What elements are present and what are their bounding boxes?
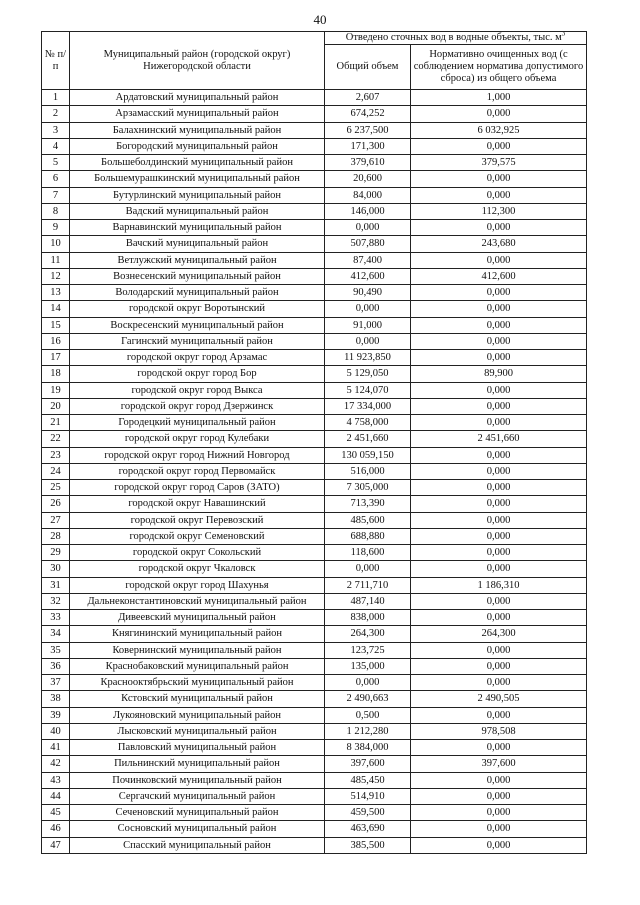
row-district: городской округ город Нижний Новгород (70, 447, 325, 463)
row-district: Лукояновский муниципальный район (70, 707, 325, 723)
row-treated-volume: 0,000 (411, 447, 587, 463)
row-total-volume: 459,500 (325, 805, 411, 821)
row-total-volume: 516,000 (325, 463, 411, 479)
row-district: Павловский муниципальный район (70, 740, 325, 756)
row-number: 21 (42, 415, 70, 431)
row-number: 38 (42, 691, 70, 707)
row-treated-volume: 0,000 (411, 658, 587, 674)
row-treated-volume: 0,000 (411, 528, 587, 544)
row-number: 33 (42, 610, 70, 626)
table-row (42, 155, 587, 171)
row-total-volume: 5 129,050 (325, 366, 411, 382)
row-treated-volume: 0,000 (411, 398, 587, 414)
row-total-volume: 485,450 (325, 772, 411, 788)
table-row (42, 723, 587, 739)
row-total-volume: 87,400 (325, 252, 411, 268)
row-total-volume: 379,610 (325, 155, 411, 171)
row-treated-volume: 0,000 (411, 317, 587, 333)
row-number: 8 (42, 203, 70, 219)
row-number: 16 (42, 333, 70, 349)
row-total-volume: 123,725 (325, 642, 411, 658)
row-treated-volume: 379,575 (411, 155, 587, 171)
row-total-volume: 90,490 (325, 285, 411, 301)
row-number: 3 (42, 122, 70, 138)
row-district: городской округ город Кулебаки (70, 431, 325, 447)
table-row (42, 707, 587, 723)
table-row (42, 675, 587, 691)
row-total-volume: 2 451,660 (325, 431, 411, 447)
row-number: 5 (42, 155, 70, 171)
table-row (42, 463, 587, 479)
table-row (42, 545, 587, 561)
row-number: 1 (42, 90, 70, 106)
table-row (42, 561, 587, 577)
table-row (42, 788, 587, 804)
table-row (42, 577, 587, 593)
table-row (42, 220, 587, 236)
table-row (42, 187, 587, 203)
row-number: 35 (42, 642, 70, 658)
row-total-volume: 11 923,850 (325, 350, 411, 366)
row-number: 32 (42, 593, 70, 609)
row-total-volume: 412,600 (325, 268, 411, 284)
row-total-volume: 7 305,000 (325, 480, 411, 496)
table-header (42, 32, 587, 90)
row-treated-volume: 0,000 (411, 301, 587, 317)
row-number: 36 (42, 658, 70, 674)
row-total-volume: 17 334,000 (325, 398, 411, 414)
row-number: 40 (42, 723, 70, 739)
row-total-volume: 514,910 (325, 788, 411, 804)
table-row (42, 285, 587, 301)
row-number: 30 (42, 561, 70, 577)
row-number: 31 (42, 577, 70, 593)
row-total-volume: 6 237,500 (325, 122, 411, 138)
row-district: Сеченовский муниципальный район (70, 805, 325, 821)
table-body (42, 90, 587, 854)
row-number: 20 (42, 398, 70, 414)
row-district: городской округ Чкаловск (70, 561, 325, 577)
row-treated-volume: 0,000 (411, 138, 587, 154)
table-row (42, 740, 587, 756)
row-total-volume: 0,000 (325, 220, 411, 236)
row-district: Володарский муниципальный район (70, 285, 325, 301)
table-row (42, 496, 587, 512)
row-total-volume: 0,000 (325, 675, 411, 691)
table-row (42, 772, 587, 788)
row-district: Княгининский муниципальный район (70, 626, 325, 642)
row-district: Городецкий муниципальный район (70, 415, 325, 431)
row-treated-volume: 0,000 (411, 837, 587, 853)
row-total-volume: 135,000 (325, 658, 411, 674)
row-district: городской округ город Бор (70, 366, 325, 382)
table-row (42, 431, 587, 447)
row-treated-volume: 0,000 (411, 805, 587, 821)
row-treated-volume: 0,000 (411, 512, 587, 528)
row-total-volume: 171,300 (325, 138, 411, 154)
row-total-volume: 674,252 (325, 106, 411, 122)
row-number: 45 (42, 805, 70, 821)
row-treated-volume: 0,000 (411, 220, 587, 236)
row-district: городской округ город Саров (ЗАТО) (70, 480, 325, 496)
row-treated-volume: 0,000 (411, 675, 587, 691)
table-row (42, 90, 587, 106)
row-total-volume: 91,000 (325, 317, 411, 333)
row-district: Балахнинский муниципальный район (70, 122, 325, 138)
row-district: Вознесенский муниципальный район (70, 268, 325, 284)
table-row (42, 203, 587, 219)
row-number: 25 (42, 480, 70, 496)
row-treated-volume: 0,000 (411, 415, 587, 431)
row-total-volume: 118,600 (325, 545, 411, 561)
row-number: 41 (42, 740, 70, 756)
header-group (325, 32, 587, 45)
table-row (42, 821, 587, 837)
row-district: городской округ Семеновский (70, 528, 325, 544)
row-treated-volume: 0,000 (411, 350, 587, 366)
row-district: Дальнеконстантиновский муниципальный район (70, 593, 325, 609)
row-number: 37 (42, 675, 70, 691)
header-group-text: Отведено сточных вод в водные объекты, тыс. м (345, 32, 562, 43)
row-district: городской округ Перевозский (70, 512, 325, 528)
row-number: 26 (42, 496, 70, 512)
row-number: 42 (42, 756, 70, 772)
wastewater-table (41, 31, 587, 854)
table-row (42, 691, 587, 707)
row-district: городской округ город Шахунья (70, 577, 325, 593)
table-row (42, 805, 587, 821)
table-row (42, 333, 587, 349)
header-district: Муниципальный район (городской округ) Нижегородской области (70, 32, 325, 90)
row-number: 13 (42, 285, 70, 301)
row-district: Сергачский муниципальный район (70, 788, 325, 804)
table-row (42, 480, 587, 496)
row-treated-volume: 0,000 (411, 106, 587, 122)
table-row (42, 122, 587, 138)
row-district: Краснобаковский муниципальный район (70, 658, 325, 674)
row-total-volume: 20,600 (325, 171, 411, 187)
row-treated-volume: 397,600 (411, 756, 587, 772)
row-treated-volume: 243,680 (411, 236, 587, 252)
header-treated: Нормативно очищенных вод (с соблюдением норматива допустимого сброса) из общего объема (411, 45, 587, 90)
table-row (42, 610, 587, 626)
row-number: 47 (42, 837, 70, 853)
table-row (42, 366, 587, 382)
row-treated-volume: 2 490,505 (411, 691, 587, 707)
row-district: Лысковский муниципальный район (70, 723, 325, 739)
row-district: Богородский муниципальный район (70, 138, 325, 154)
row-number: 9 (42, 220, 70, 236)
row-treated-volume: 412,600 (411, 268, 587, 284)
row-total-volume: 463,690 (325, 821, 411, 837)
row-number: 11 (42, 252, 70, 268)
row-treated-volume: 0,000 (411, 740, 587, 756)
row-total-volume: 0,500 (325, 707, 411, 723)
row-total-volume: 84,000 (325, 187, 411, 203)
row-treated-volume: 1 186,310 (411, 577, 587, 593)
row-district: Дивеевский муниципальный район (70, 610, 325, 626)
row-district: городской округ город Первомайск (70, 463, 325, 479)
table-row (42, 415, 587, 431)
row-district: Бутурлинский муниципальный район (70, 187, 325, 203)
row-number: 4 (42, 138, 70, 154)
row-district: Варнавинский муниципальный район (70, 220, 325, 236)
row-treated-volume: 978,508 (411, 723, 587, 739)
row-total-volume: 2 711,710 (325, 577, 411, 593)
row-treated-volume: 1,000 (411, 90, 587, 106)
row-district: городской округ город Выкса (70, 382, 325, 398)
row-district: Сосновский муниципальный район (70, 821, 325, 837)
row-total-volume: 713,390 (325, 496, 411, 512)
row-total-volume: 146,000 (325, 203, 411, 219)
table-row (42, 642, 587, 658)
row-number: 18 (42, 366, 70, 382)
row-total-volume: 2,607 (325, 90, 411, 106)
row-treated-volume: 0,000 (411, 545, 587, 561)
row-treated-volume: 0,000 (411, 252, 587, 268)
row-treated-volume: 0,000 (411, 610, 587, 626)
row-treated-volume: 0,000 (411, 593, 587, 609)
row-treated-volume: 0,000 (411, 772, 587, 788)
row-number: 28 (42, 528, 70, 544)
row-number: 2 (42, 106, 70, 122)
row-number: 27 (42, 512, 70, 528)
row-total-volume: 397,600 (325, 756, 411, 772)
table-row (42, 756, 587, 772)
row-district: Ветлужский муниципальный район (70, 252, 325, 268)
row-total-volume: 688,880 (325, 528, 411, 544)
table-row (42, 236, 587, 252)
row-total-volume: 487,140 (325, 593, 411, 609)
row-number: 6 (42, 171, 70, 187)
row-number: 14 (42, 301, 70, 317)
row-number: 23 (42, 447, 70, 463)
row-district: Ковернинский муниципальный район (70, 642, 325, 658)
row-district: городской округ Сокольский (70, 545, 325, 561)
table-row (42, 317, 587, 333)
row-district: Пильнинский муниципальный район (70, 756, 325, 772)
table-row (42, 593, 587, 609)
row-treated-volume: 0,000 (411, 642, 587, 658)
row-treated-volume: 0,000 (411, 171, 587, 187)
row-district: Большемурашкинский муниципальный район (70, 171, 325, 187)
row-treated-volume: 264,300 (411, 626, 587, 642)
header-num: № п/п (42, 32, 70, 90)
row-total-volume: 130 059,150 (325, 447, 411, 463)
row-number: 39 (42, 707, 70, 723)
row-treated-volume: 89,900 (411, 366, 587, 382)
table-row (42, 626, 587, 642)
header-total: Общий объем (325, 45, 411, 90)
row-total-volume: 385,500 (325, 837, 411, 853)
row-treated-volume: 0,000 (411, 480, 587, 496)
row-number: 44 (42, 788, 70, 804)
row-treated-volume: 0,000 (411, 187, 587, 203)
row-district: Краснооктябрьский муниципальный район (70, 675, 325, 691)
row-district: Починковский муниципальный район (70, 772, 325, 788)
row-number: 24 (42, 463, 70, 479)
row-treated-volume: 0,000 (411, 382, 587, 398)
row-number: 19 (42, 382, 70, 398)
table-row (42, 301, 587, 317)
row-number: 15 (42, 317, 70, 333)
row-district: Гагинский муниципальный район (70, 333, 325, 349)
table-row (42, 512, 587, 528)
table-row (42, 447, 587, 463)
row-total-volume: 8 384,000 (325, 740, 411, 756)
row-number: 29 (42, 545, 70, 561)
row-treated-volume: 0,000 (411, 788, 587, 804)
row-total-volume: 264,300 (325, 626, 411, 642)
table-row (42, 398, 587, 414)
row-treated-volume: 0,000 (411, 463, 587, 479)
row-treated-volume: 0,000 (411, 333, 587, 349)
row-total-volume: 0,000 (325, 333, 411, 349)
row-total-volume: 507,880 (325, 236, 411, 252)
row-number: 34 (42, 626, 70, 642)
row-district: Спасский муниципальный район (70, 837, 325, 853)
table-row (42, 138, 587, 154)
row-treated-volume: 0,000 (411, 285, 587, 301)
row-district: Большеболдинский муниципальный район (70, 155, 325, 171)
table-row (42, 837, 587, 853)
table-row (42, 106, 587, 122)
row-district: городской округ Навашинский (70, 496, 325, 512)
table-row (42, 382, 587, 398)
row-district: Арзамасский муниципальный район (70, 106, 325, 122)
row-treated-volume: 6 032,925 (411, 122, 587, 138)
row-treated-volume: 0,000 (411, 496, 587, 512)
row-total-volume: 0,000 (325, 301, 411, 317)
row-district: Вачский муниципальный район (70, 236, 325, 252)
row-treated-volume: 0,000 (411, 561, 587, 577)
row-district: городской округ Воротынский (70, 301, 325, 317)
row-treated-volume: 112,300 (411, 203, 587, 219)
table-row (42, 528, 587, 544)
row-district: городской округ город Арзамас (70, 350, 325, 366)
row-district: Кстовский муниципальный район (70, 691, 325, 707)
row-number: 7 (42, 187, 70, 203)
row-total-volume: 2 490,663 (325, 691, 411, 707)
row-total-volume: 838,000 (325, 610, 411, 626)
table-row (42, 171, 587, 187)
row-total-volume: 0,000 (325, 561, 411, 577)
row-number: 22 (42, 431, 70, 447)
row-treated-volume: 0,000 (411, 821, 587, 837)
table-row (42, 252, 587, 268)
row-number: 17 (42, 350, 70, 366)
row-number: 10 (42, 236, 70, 252)
row-treated-volume: 2 451,660 (411, 431, 587, 447)
row-number: 46 (42, 821, 70, 837)
row-district: Воскресенский муниципальный район (70, 317, 325, 333)
row-total-volume: 5 124,070 (325, 382, 411, 398)
row-number: 12 (42, 268, 70, 284)
row-total-volume: 1 212,280 (325, 723, 411, 739)
row-district: городской округ город Дзержинск (70, 398, 325, 414)
table-row (42, 658, 587, 674)
row-total-volume: 4 758,000 (325, 415, 411, 431)
row-number: 43 (42, 772, 70, 788)
row-total-volume: 485,600 (325, 512, 411, 528)
table-row (42, 268, 587, 284)
row-district: Вадский муниципальный район (70, 203, 325, 219)
row-district: Ардатовский муниципальный район (70, 90, 325, 106)
header-group-superscript: 3 (561, 31, 566, 38)
row-treated-volume: 0,000 (411, 707, 587, 723)
page-number: 40 (313, 12, 327, 27)
table-row (42, 350, 587, 366)
